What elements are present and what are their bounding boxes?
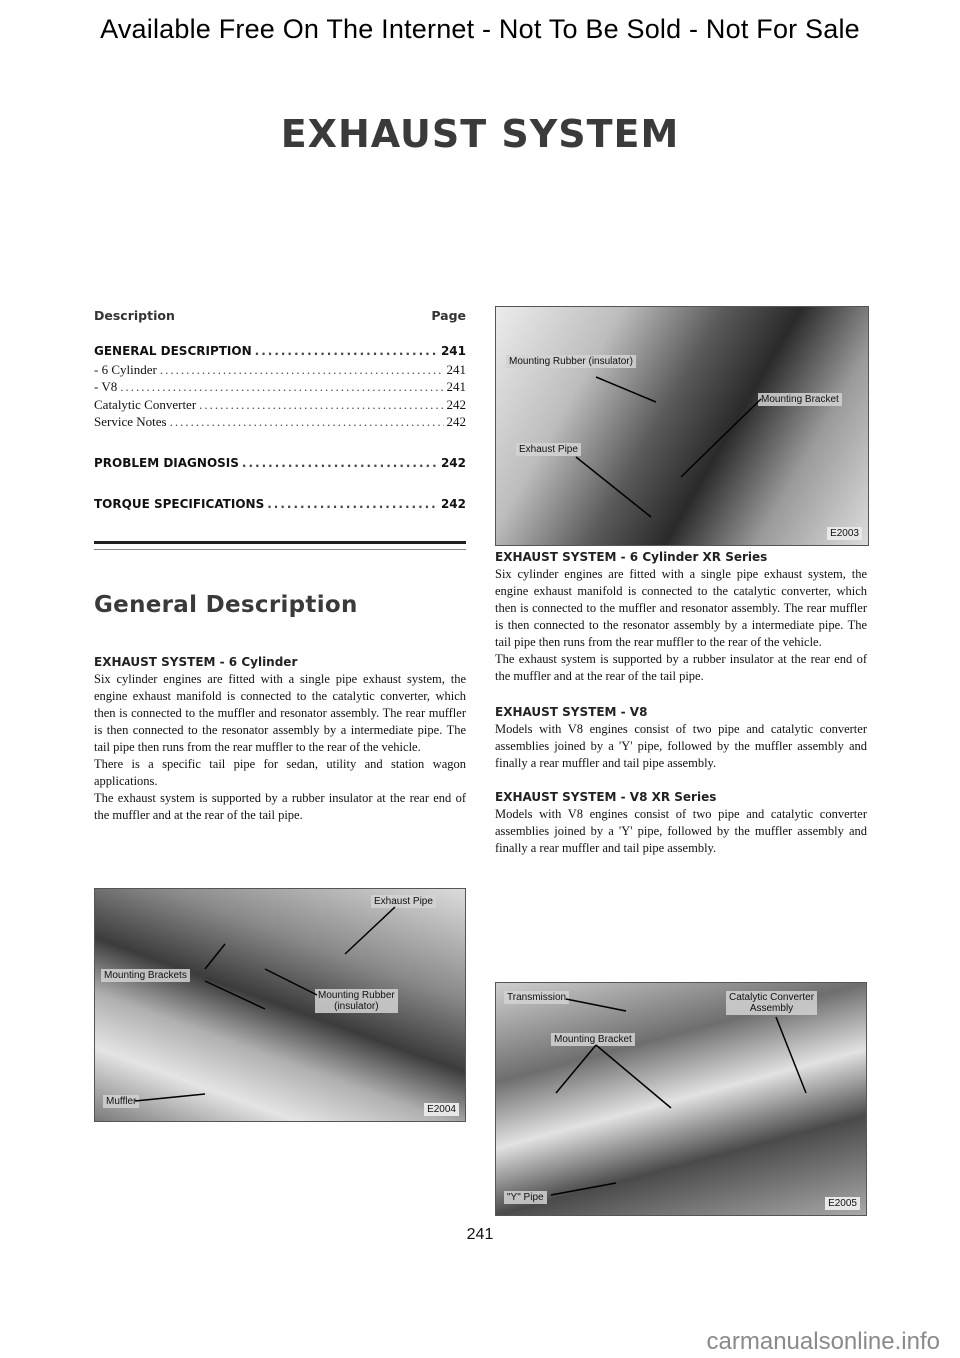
toc-page: 242 (446, 414, 466, 429)
label-line: Assembly (749, 1003, 794, 1014)
label-mounting-bracket: Mounting Bracket (551, 1033, 635, 1046)
label-mounting-rubber: Mounting Rubber (insulator) (506, 355, 636, 368)
figure-code: E2004 (424, 1103, 459, 1116)
label-line: (insulator) (334, 1001, 379, 1012)
photo-6cyl-xr-exhaust (495, 306, 869, 546)
page-title: EXHAUST SYSTEM (280, 112, 680, 156)
leader-lines (95, 889, 465, 1121)
toc-page: 242 (440, 455, 466, 470)
toc-page: 241 (446, 361, 466, 377)
label-mounting-bracket: Mounting Bracket (758, 393, 842, 406)
subheading-6-cylinder-xr: EXHAUST SYSTEM - 6 Cylinder XR Series (495, 550, 768, 564)
left-column-text (94, 655, 466, 824)
toc-label: - 6 Cylinder (94, 361, 157, 377)
toc-label: Service Notes (94, 414, 167, 429)
toc-entry-service[interactable] (94, 413, 466, 431)
toc-entry-catalytic[interactable] (94, 396, 466, 414)
toc-entry-torque[interactable] (94, 496, 466, 514)
label-y-pipe: "Y" Pipe (504, 1191, 547, 1204)
paragraph: Six cylinder engines are fitted with a single pipe exhaust system, the engine exhaust manifold is connected to the catalytic converter, which then is connected to the muffler and resonator assembly. The rear muffler is then connected to the resonator assembly by a intermediate pipe. The tail pipe then runs from the rear muffler to the rear of the vehicle. (94, 672, 466, 754)
toc-page: 241 (440, 344, 466, 358)
toc-label: PROBLEM DIAGNOSIS (94, 455, 239, 470)
toc-header-page: Page (431, 308, 466, 323)
label-muffler: Muffler (103, 1095, 139, 1108)
page-number: 241 (466, 1226, 494, 1243)
toc-entry-general[interactable] (94, 343, 466, 361)
paragraph: Models with V8 engines consist of two pipe and catalytic converter assemblies joined by a 'Y' pipe, followed by the muffler assembly and finally a rear muffler and tail pipe assembly. (495, 722, 867, 770)
leader-lines (496, 983, 866, 1215)
section-divider (94, 541, 466, 544)
label-mounting-brackets: Mounting Brackets (101, 969, 190, 982)
figure-code: E2005 (825, 1197, 860, 1210)
toc-entry-problem[interactable] (94, 455, 466, 473)
label-exhaust-pipe: Exhaust Pipe (516, 443, 581, 456)
photo-v8-xr-exhaust (495, 982, 867, 1216)
toc-label: GENERAL DESCRIPTION (94, 344, 252, 358)
figure-code: E2003 (827, 527, 862, 540)
label-line: Catalytic Converter (729, 992, 815, 1003)
leader-lines (496, 307, 868, 545)
label-exhaust-pipe: Exhaust Pipe (371, 895, 436, 908)
right-column-text (495, 550, 867, 857)
toc-header-description: Description (94, 308, 175, 323)
toc-label: Catalytic Converter (94, 396, 197, 412)
section-title: General Description (94, 592, 358, 618)
subheading-v8: EXHAUST SYSTEM - V8 (495, 705, 648, 719)
paragraph: The exhaust system is supported by a rubber insulator at the rear end of the muffler and at the rear of the tail pipe. (94, 791, 466, 822)
label-line: Mounting Rubber (318, 990, 395, 1001)
paragraph: The exhaust system is supported by a rubber insulator at the rear end of the muffler and at the rear of the tail pipe. (495, 652, 867, 683)
photo-6cyl-muffler (94, 888, 466, 1122)
section-divider-thin (94, 549, 466, 550)
toc-page: 241 (446, 379, 466, 394)
toc-page: 242 (446, 396, 466, 412)
label-transmission: Transmission (504, 991, 569, 1004)
subheading-v8-xr: EXHAUST SYSTEM - V8 XR Series (495, 790, 717, 804)
toc-entry-6-cylinder[interactable] (94, 361, 466, 379)
toc-page: 242 (440, 497, 466, 511)
table-of-contents (94, 308, 466, 514)
toc-entry-v8[interactable] (94, 378, 466, 396)
watermark-banner: Available Free On The Internet - Not To Be Sold - Not For Sale (100, 14, 860, 44)
paragraph: Six cylinder engines are fitted with a single pipe exhaust system, the engine exhaust manifold is connected to the catalytic converter, which then is connected to the muffler and resonator assembly. The rear muffler is then connected to the resonator assembly by a intermediate pipe. The tail pipe then runs from the rear muffler to the rear of the vehicle. (495, 567, 867, 649)
subheading-6-cylinder: EXHAUST SYSTEM - 6 Cylinder (94, 655, 298, 669)
toc-label: - V8 (94, 379, 118, 394)
paragraph: There is a specific tail pipe for sedan, utility and station wagon applications. (94, 757, 466, 788)
toc-header (94, 308, 466, 323)
toc-label: TORQUE SPECIFICATIONS (94, 497, 265, 511)
paragraph: Models with V8 engines consist of two pipe and catalytic converter assemblies joined by a 'Y' pipe, followed by the muffler assembly and finally a rear muffler and tail pipe assembly. (495, 807, 867, 855)
footer-watermark: carmanualsonline.info (706, 1328, 940, 1355)
